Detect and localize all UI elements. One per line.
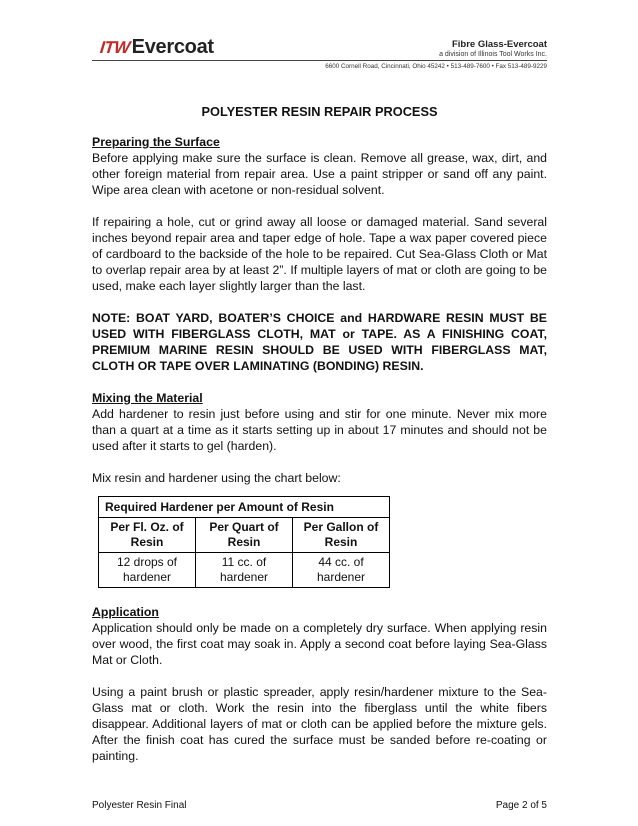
application-paragraph-2: Using a paint brush or plastic spreader, apply resin/hardener mixture to the Sea-Glass mat or cloth. Work the resin into the fiberglass until the white fibers disappear. Additional layers of mat or cloth can be applied before the mixture gels. After the finish coat has cured the surface must be sanded before re-coating or painting.: [92, 685, 547, 763]
table-cell: 12 drops of hardener: [99, 553, 196, 588]
table-caption-row: [99, 497, 390, 518]
company-subtitle: a division of Illinois Tool Works Inc.: [439, 51, 547, 58]
table-cell: 44 cc. of hardener: [293, 553, 390, 588]
company-block: [439, 39, 547, 59]
preparing-paragraph-2: If repairing a hole, cut or grind away all loose or damaged material. Sand several inches beyond repair area and taper edge of hole. Tape a wax paper covered piece of cardboard to the backside of the hole to be repaired. Cut Sea-Glass Cloth or Mat to overlap repair area by at least 2”. If multiple layers of mat or cloth are going to be used, make each layer slightly larger than the last.: [92, 215, 547, 293]
logo-prefix: ITW: [99, 38, 131, 57]
table-header-row: [99, 518, 390, 553]
table-header-cell: Per Quart of Resin: [196, 518, 293, 553]
footer-page-number: Page 2 of 5: [495, 800, 547, 811]
page-title: POLYESTER RESIN REPAIR PROCESS: [201, 104, 438, 119]
company-logo: [100, 36, 214, 59]
hardener-table: [98, 496, 390, 588]
application-paragraph-1: Application should only be made on a completely dry surface. When applying resin over wood, the first coat may soak in. Apply a second coat before laying Sea-Glass Mat or Cloth.: [92, 621, 547, 667]
letterhead: [92, 28, 547, 76]
table-caption: Required Hardener per Amount of Resin: [99, 497, 390, 518]
resin-note: NOTE: BOAT YARD, BOATER’S CHOICE and HARDWARE RESIN MUST BE USED WITH FIBERGLASS CLOTH, MAT or TAPE. AS A FINISHING COAT, PREMIUM MARINE RESIN SHOULD BE USED WITH FIBERGLASS MAT, CLOTH OR TAPE OVER LAMINATING (BONDING) RESIN.: [92, 311, 547, 373]
document-body: [92, 104, 547, 764]
table-row: [99, 553, 390, 588]
company-name: Fibre Glass-Evercoat: [451, 39, 547, 50]
heading-application: Application: [92, 605, 159, 619]
logo-name: Evercoat: [131, 36, 214, 58]
preparing-paragraph-1: Before applying make sure the surface is clean. Remove all grease, wax, dirt, and other foreign material from repair area. Use a paint stripper or sand off any paint. Wipe area clean with acetone or non-residual solvent.: [92, 151, 547, 197]
heading-preparing-surface: Preparing the Surface: [92, 135, 220, 149]
company-address: 6600 Cornell Road, Cincinnati, Ohio 45242 • 513-489-7600 • Fax 513-489-9229: [325, 63, 547, 70]
mixing-paragraph-2: Mix resin and hardener using the chart below:: [92, 471, 341, 485]
heading-mixing-material: Mixing the Material: [92, 391, 203, 405]
table-header-cell: Per Fl. Oz. of Resin: [99, 518, 196, 553]
table-cell: 11 cc. of hardener: [196, 553, 293, 588]
mixing-paragraph-1: Add hardener to resin just before using and stir for one minute. Never mix more than a quart at a time as it starts setting up in about 17 minutes and should not be used after it starts to gel (harden).: [92, 407, 547, 453]
table-header-cell: Per Gallon of Resin: [293, 518, 390, 553]
header-rule: [92, 60, 547, 61]
footer-document-name: Polyester Resin Final: [92, 800, 187, 811]
